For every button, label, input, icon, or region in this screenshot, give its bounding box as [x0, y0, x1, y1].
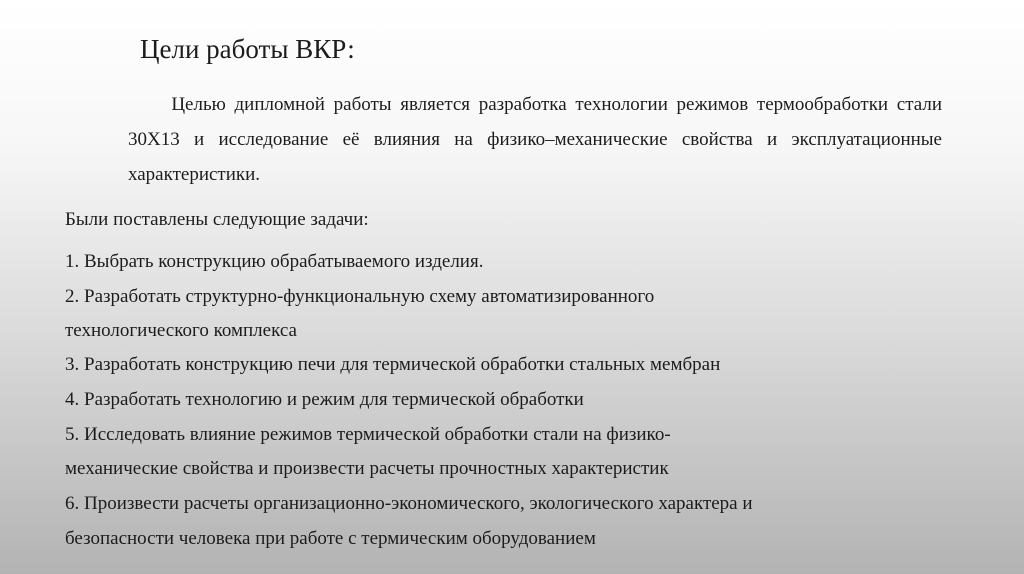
task-line: 6. Произвести расчеты организационно-экономического, экологического характера и	[65, 493, 753, 514]
intro-line: 30Х13 и исследование её влияния на физико–механические свойства и эксплуатационные	[128, 129, 942, 150]
task-line: технологического комплекса	[65, 320, 297, 341]
task-line: 1. Выбрать конструкцию обрабатываемого изделия.	[65, 251, 484, 272]
intro-line: Целью дипломной работы является разработка технологии режимов термообработки стали	[128, 94, 942, 115]
task-line: 4. Разработать технологию и режим для термической обработки	[65, 389, 584, 410]
tasks-heading: Были поставлены следующие задачи:	[65, 209, 369, 230]
task-line: 5. Исследовать влияние режимов термической обработки стали на физико-	[65, 424, 671, 445]
task-line: 3. Разработать конструкцию печи для термической обработки стальных мембран	[65, 354, 721, 375]
task-line: безопасности человека при работе с термическим оборудованием	[65, 528, 596, 549]
task-line: механические свойства и произвести расчеты прочностных характеристик	[65, 458, 669, 479]
slide-title: Цели работы ВКР:	[140, 34, 355, 64]
task-line: 2. Разработать структурно-функциональную схему автоматизированного	[65, 286, 655, 307]
intro-line: характеристики.	[128, 164, 261, 185]
